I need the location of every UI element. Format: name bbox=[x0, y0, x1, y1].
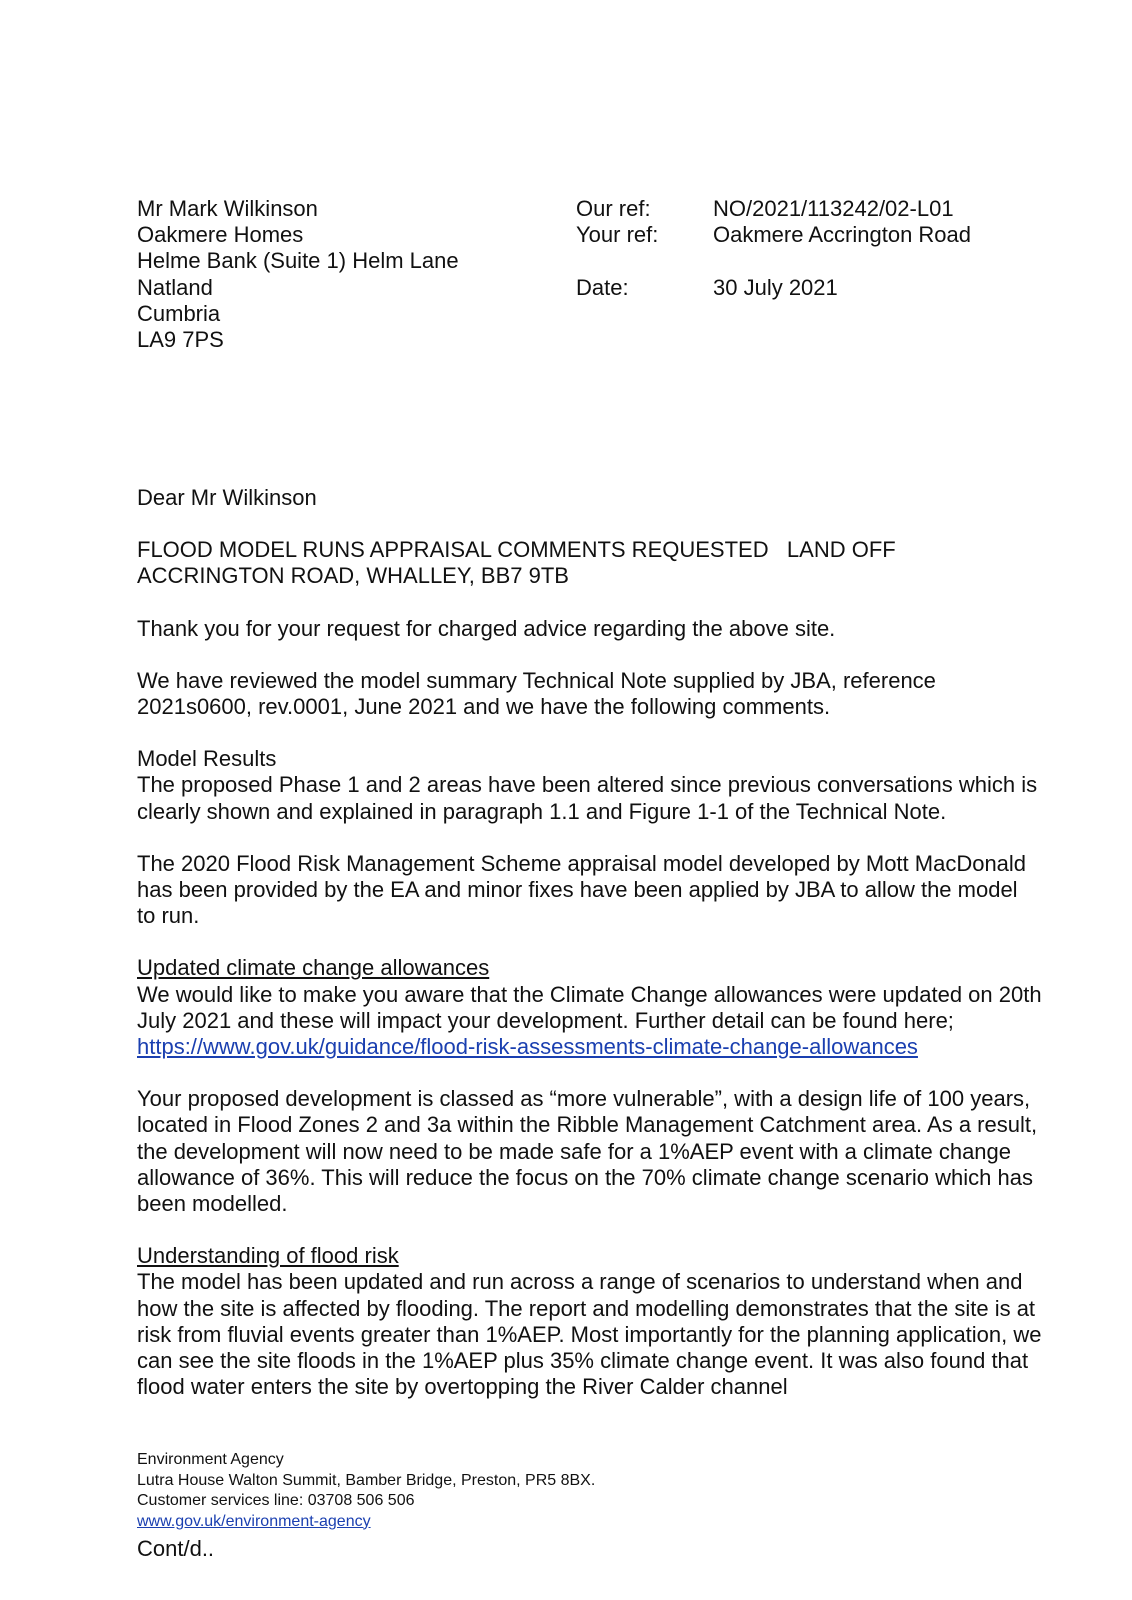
recipient-address-line2: Natland bbox=[137, 274, 213, 300]
footer bbox=[137, 1450, 595, 1532]
our-ref-value: NO/2021/113242/02-L01 bbox=[713, 196, 954, 221]
our-ref-row bbox=[576, 196, 971, 222]
our-ref-label: Our ref: bbox=[576, 196, 651, 221]
para-model-results: The proposed Phase 1 and 2 areas have been altered since previous conversations which is clearly shown and explained in paragraph 1.1 and Figure 1-1 of the Technical Note. bbox=[137, 772, 1038, 824]
footer-org: Environment Agency bbox=[137, 1451, 284, 1468]
climate-heading: Updated climate change allowances bbox=[137, 955, 490, 981]
date-label: Date: bbox=[576, 274, 629, 300]
letter-body bbox=[137, 485, 1042, 1426]
climate-allowances-link[interactable]: https://www.gov.uk/guidance/flood-risk-assessments-climate-change-allowances bbox=[137, 1034, 918, 1060]
recipient-postcode: LA9 7PS bbox=[137, 327, 224, 353]
date-row bbox=[576, 275, 971, 301]
your-ref-value: Oakmere Accrington Road bbox=[713, 222, 972, 248]
model-results-heading: Model Results bbox=[137, 746, 277, 772]
recipient-company: Oakmere Homes bbox=[137, 222, 304, 248]
footer-address: Lutra House Walton Summit, Bamber Bridge, Preston, PR5 8BX. bbox=[137, 1471, 596, 1489]
continued-marker: Cont/d.. bbox=[137, 1536, 215, 1561]
para-2020-model: The 2020 Flood Risk Management Scheme appraisal model developed by Mott MacDonald has been provided by the EA and minor fixes have been applied by JBA to allow the model to run. bbox=[137, 850, 1027, 929]
your-ref-row bbox=[576, 222, 971, 248]
para-climate bbox=[137, 982, 1042, 1061]
understanding-heading: Understanding of flood risk bbox=[137, 1243, 399, 1269]
subject-line: FLOOD MODEL RUNS APPRAISAL COMMENTS REQUESTED LAND OFF ACCRINGTON ROAD, WHALLEY, BB7 9TB bbox=[137, 537, 901, 589]
recipient-address bbox=[137, 196, 459, 353]
reference-block bbox=[576, 196, 971, 301]
para-vulnerable: Your proposed development is classed as “more vulnerable”, with a design life of 100 years, located in Flood Zones 2 and 3a within the Ribble Management Catchment area. As a result, the development will now need to be made safe for a 1%AEP event with a climate change allowance of 36%. This will reduce the focus on the 70% climate change scenario which has been modelled. bbox=[137, 1086, 1038, 1217]
your-ref-label: Your ref: bbox=[576, 222, 659, 248]
salutation: Dear Mr Wilkinson bbox=[137, 485, 317, 510]
ref-spacer bbox=[576, 248, 971, 274]
para-understanding: The model has been updated and run across a range of scenarios to understand when and how the site is affected by flooding. The report and modelling demonstrates that the site is at risk from fluvial events greater than 1%AEP. Most importantly for the planning application, we can see the site floods in the 1%AEP plus 35% climate change event. It was also found that flood water enters the site by overtopping the River Calder channel bbox=[137, 1269, 1042, 1400]
recipient-county: Cumbria bbox=[137, 300, 221, 326]
footer-phone: Customer services line: 03708 506 506 bbox=[137, 1492, 415, 1509]
para-reviewed: We have reviewed the model summary Technical Note supplied by JBA, reference 2021s0600, rev.0001, June 2021 and we have the following comments. bbox=[137, 667, 936, 720]
recipient-address-line1: Helme Bank (Suite 1) Helm Lane bbox=[137, 248, 459, 274]
para-climate-text: We would like to make you aware that the Climate Change allowances were updated on 20th July 2021 and these will impact your development. Further detail can be found here; bbox=[137, 981, 1042, 1033]
recipient-name: Mr Mark Wilkinson bbox=[137, 196, 318, 221]
date-value: 30 July 2021 bbox=[713, 274, 838, 300]
para-thanks: Thank you for your request for charged advice regarding the above site. bbox=[137, 615, 836, 641]
footer-website-link[interactable]: www.gov.uk/environment-agency bbox=[137, 1512, 371, 1530]
